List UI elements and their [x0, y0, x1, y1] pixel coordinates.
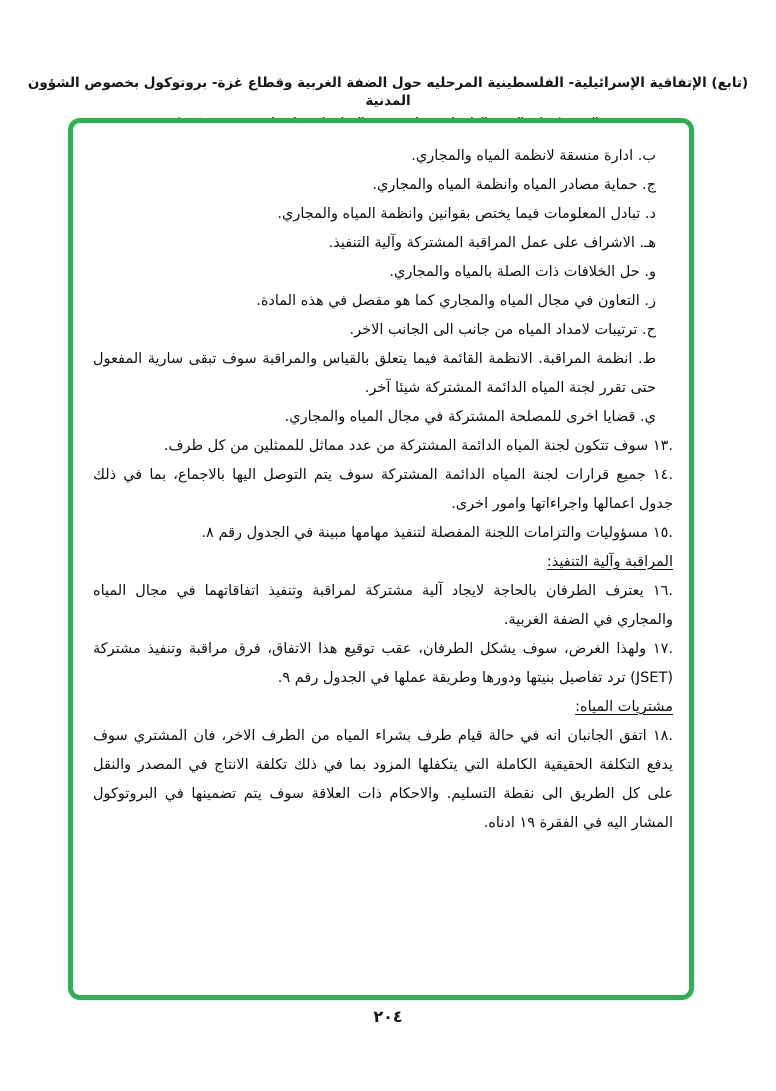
paragraph-14	[93, 461, 673, 519]
paragraph-15	[93, 519, 673, 548]
item-label: د.	[644, 206, 656, 222]
section-heading-monitoring: المراقبة وآلية التنفيذ:	[546, 554, 673, 570]
item-label: ج.	[642, 177, 656, 193]
list-item-j	[93, 171, 656, 200]
paragraph-number: ١٧.	[652, 641, 673, 657]
paragraph-text: اتفق الجانبان انه في حالة قيام طرف بشراء المياه من الطرف الاخر، فان المشتري سوف يدفع التكلفة الحقيقية الكاملة التي يتكفلها المزود بما في ذلك تكلفة الانتاج في المصدر والنقل على كل الطريق الى نقطة التسليم. والاحكام ذات العلاقة سوف يتم تضمينها في البروتوكول المشار اليه في الفقرة ١٩ ادناه.	[93, 728, 673, 831]
paragraph-text: سوف تتكون لجنة المياه الدائمة المشتركة من عدد مماثل للممثلين من كل طرف.	[163, 438, 649, 454]
document-title: (تابع) الإتفاقية الإسرائيلية- الفلسطينية المرحليه حول الضفة الغربية وقطاع غزة- بروتوكول بخصوص الشؤون المدنية	[27, 75, 749, 109]
paragraph-number: ١٤.	[652, 467, 673, 483]
paragraph-number: ١٨.	[652, 728, 673, 744]
list-item-y	[93, 403, 656, 432]
item-label: و.	[644, 264, 656, 280]
item-text: الاشراف على عمل المراقبة المشتركة وآلية التنفيذ.	[328, 235, 635, 251]
item-text: حماية مصادر المياه وانظمة المياه والمجاري.	[372, 177, 638, 193]
paragraph-number: ١٥.	[652, 525, 673, 541]
item-label: ب.	[637, 148, 656, 164]
item-text: ترتيبات لامداد المياه من جانب الى الجانب الاخر.	[349, 322, 638, 338]
item-label: هـ.	[639, 235, 656, 251]
list-item-z	[93, 287, 656, 316]
section-heading-purchases: مشتريات المياه:	[575, 699, 673, 715]
lettered-list	[93, 142, 673, 432]
list-item-hh	[93, 316, 656, 345]
paragraph-text: يعترف الطرفان بالحاجة لايجاد آلية مشتركة لمراقبة وتنفيذ اتفاقاتهما في مجال المياه والمجاري في الضفة الغربية.	[93, 583, 673, 628]
paragraph-16	[93, 577, 673, 635]
paragraph-18	[93, 722, 673, 838]
item-label: ط.	[637, 351, 657, 367]
page-number: ٢٠٤	[373, 1007, 403, 1026]
list-item-t	[93, 345, 656, 403]
item-text: قضايا اخرى للمصلحة المشتركة في مجال المياه والمجاري.	[284, 409, 636, 425]
paragraph-number: ١٦.	[652, 583, 673, 599]
item-label: ي.	[640, 409, 656, 425]
item-text: تبادل المعلومات فيما يختص بقوانين وانظمة المياه والمجاري.	[277, 206, 641, 222]
paragraph-number: ١٣.	[652, 438, 673, 454]
document-footer	[0, 1007, 776, 1026]
content-frame	[68, 118, 694, 1000]
item-text: حل الخلافات ذات الصلة بالمياه والمجاري.	[389, 264, 640, 280]
paragraph-13	[93, 432, 673, 461]
paragraph-17	[93, 635, 673, 693]
list-item-w	[93, 258, 656, 287]
item-text: التعاون في مجال المياه والمجاري كما هو مفصل في هذه المادة.	[256, 293, 640, 309]
item-text: انظمة المراقبة. الانظمة القائمة فيما يتعلق بالقياس والمراقبة سوف تبقى سارية المفعول حتى تقرر لجنة المياه الدائمة المشتركة شيئا آخر.	[93, 351, 656, 396]
item-label: ز.	[644, 293, 656, 309]
paragraph-text: جميع قرارات لجنة المياه الدائمة المشتركة سوف يتم التوصل اليها بالاجماع، بما في ذلك جدول اعمالها واجراءاتها وامور اخرى.	[93, 467, 673, 512]
list-item-b	[93, 142, 656, 171]
list-item-d	[93, 200, 656, 229]
paragraph-text: مسؤوليات والتزامات اللجنة المفصلة لتنفيذ مهامها مبينة في الجدول رقم ٨.	[201, 525, 649, 541]
item-text: ادارة منسقة لانظمة المياه والمجاري.	[411, 148, 634, 164]
item-label: ح.	[642, 322, 656, 338]
list-item-h	[93, 229, 656, 258]
paragraph-text: ولهذا الغرض، سوف يشكل الطرفان، عقب توقيع هذا الاتفاق، فرق مراقبة وتنفيذ مشتركة (JSET) ترد تفاصيل بنيتها ودورها وطريقة عملها في الجدول رقم ٩.	[93, 641, 673, 686]
